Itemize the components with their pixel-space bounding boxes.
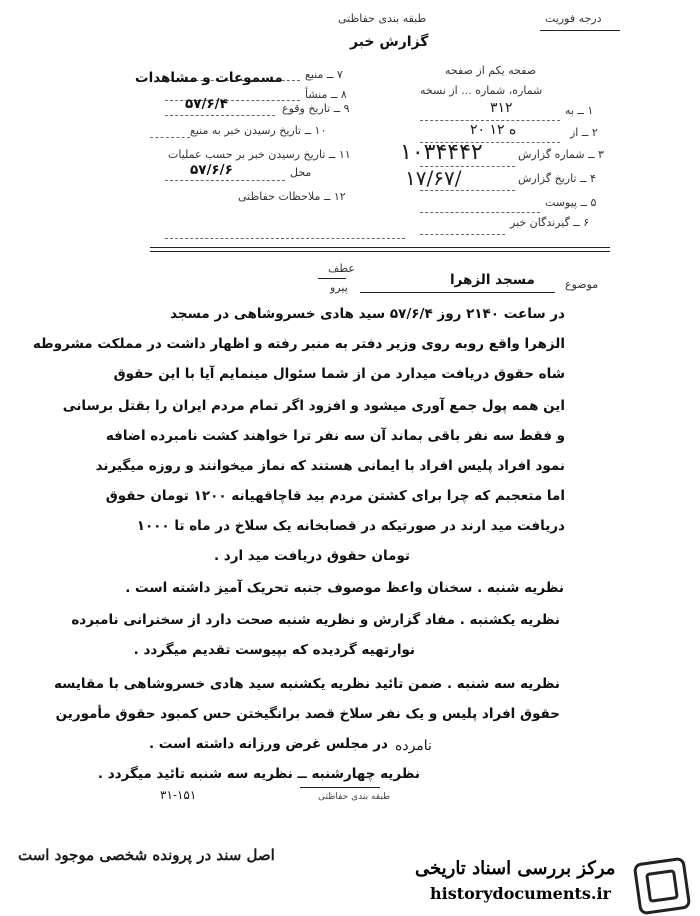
field-1-label: ۱ ــ به [565, 104, 594, 117]
field-7-label: ۷ ــ منبع [305, 68, 343, 81]
ref-bottom-label: پیرو [330, 281, 348, 294]
number-line: شماره، شماره ... از نسخه [420, 84, 543, 97]
field-8-value: مسموعات و مشاهدات [135, 70, 283, 86]
field-12-line [165, 238, 405, 239]
field-3-value: ۱۰۳۴۴۴۲ [400, 140, 483, 165]
top-separator [150, 247, 610, 248]
page-code: ۳۱-۱۵۱ [160, 788, 197, 802]
urgency-underline [540, 30, 620, 31]
field-11-value: ۵۷/۶/۶ [190, 162, 233, 178]
body-line-5: و فقط سه نفر باقی بماند آن سه نفر ترا خواهند کشت نامبرده اضافه [105, 428, 565, 444]
handwritten-note: نامرده [395, 738, 432, 754]
subject-value: مسجد الزهرا [450, 272, 535, 288]
field-4-value: ۱۷/۶۷/ [405, 166, 462, 190]
body-line-2: الزهرا واقع روبه روی وزیر دفتر به منبر رفته و اظهار داشت در مملکت مشروطه [32, 336, 565, 352]
footer-classification: طبقه بندی حفاظتی [318, 792, 391, 802]
field-4-label: ۴ ــ تاریخ گزارش [518, 172, 596, 185]
archive-logo-icon [633, 857, 692, 916]
body-line-7: اما متعجبم که چرا برای کشتن مردم بید قاچاقهیانه ۱۲۰۰ تومان حقوق [105, 488, 565, 504]
urgency-label: درجه فوریت [545, 12, 602, 25]
field-4-line [420, 190, 515, 191]
top-separator-2 [150, 251, 610, 252]
field-10-label: ۱۰ ــ تاریخ رسیدن خبر به منبع [190, 124, 327, 137]
opinion-tuesday-end: در مجلس غرض ورزانه داشته است . [148, 736, 388, 752]
field-8-label: ۸ ــ منشأ [305, 88, 347, 101]
field-6-label: ۶ ــ گیرندگان خبر [510, 216, 590, 229]
field-11-line [165, 180, 285, 181]
body-line-6: نمود افراد پلیس افراد با ایمانی هستند که نماز میخوانند و روزه میگیرند [95, 458, 565, 474]
document-title: گزارش خبر [350, 34, 429, 50]
body-line-9: تومان حقوق دریافت مید ارد . [213, 548, 410, 564]
body-line-3: شاه حقوق دریافت میدارد من از شما سئوال مینمایم آیا با این حقوق [113, 366, 565, 382]
field-10-line [150, 137, 190, 138]
ref-divider [318, 278, 346, 279]
bottom-handwriting: اصل سند در پرونده شخصی موجود است [18, 846, 275, 864]
opinion-tuesday: نظریه سه شنبه . ضمن تائید نظریه یکشنبه سید هادی خسروشاهی با مقایسه [53, 676, 560, 692]
body-line-4: این همه پول جمع آوری میشود و افزود اگر تمام مردم ایران را بقتل برسانی [62, 398, 565, 414]
opinion-sunday: نظریه یکشنبه . مفاد گزارش و نظریه شنبه صحت دارد از سخنرانی نامبرده [71, 612, 560, 628]
field-5-line [420, 212, 540, 213]
field-place-label: محل [290, 166, 312, 179]
field-3-label: ۳ ــ شماره گزارش [518, 148, 604, 161]
body-line-8: دریافت مید ارند در صورتیکه در قصابخانه یک سلاخ در ماه تا ۱۰۰۰ [136, 518, 565, 534]
ref-top-label: عطف [328, 262, 355, 275]
subject-underline [360, 292, 555, 293]
field-5-label: ۵ ــ پیوست [545, 196, 597, 209]
page-line: صفحه یکم از صفحه [445, 64, 537, 77]
opinion-saturday: نظریه شنبه . سخنان واعظ موصوف جنبه تحریک آمیز داشته است . [125, 580, 564, 596]
watermark-url: historydocuments.ir [430, 884, 611, 903]
subject-label: موضوع [565, 278, 599, 291]
field-1-value: ۳۱۲ [490, 100, 513, 116]
footer-line [300, 787, 380, 788]
opinion-tuesday-cont: حقوق افراد پلیس و یک نفر سلاخ قصد برانگیختن حس کمبود حقوق مأمورین [55, 706, 560, 722]
opinion-wednesday: نظریه چهارشنبه ــ نظریه سه شنبه تائید میگردد . [97, 766, 420, 782]
field-9-value: ۵۷/۶/۴ [185, 96, 228, 112]
field-2-value: ۲۰ ه ۱۲ [470, 122, 517, 138]
field-11-label: ۱۱ ــ تاریخ رسیدن خبر بر حسب عملیات [168, 148, 351, 161]
watermark-name: مرکز بررسی اسناد تاریخی [415, 858, 616, 879]
opinion-sunday-cont: نوارتهیه گردیده که بپیوست تقدیم میگردد . [133, 642, 415, 658]
classification-label: طبقه بندی حفاظتی [338, 12, 427, 25]
field-9-label: ۹ ــ تاریخ وقوع [282, 102, 350, 115]
field-2-label: ۲ ــ از [570, 126, 598, 139]
field-6-line [420, 234, 505, 235]
body-line-1: در ساعت ۲۱۴۰ روز ۵۷/۶/۴ سید هادی خسروشاهی در مسجد [170, 306, 565, 322]
field-12-label: ۱۲ ــ ملاحظات حفاظتی [238, 190, 346, 203]
field-1-line [420, 120, 560, 121]
field-9-line [165, 115, 275, 116]
